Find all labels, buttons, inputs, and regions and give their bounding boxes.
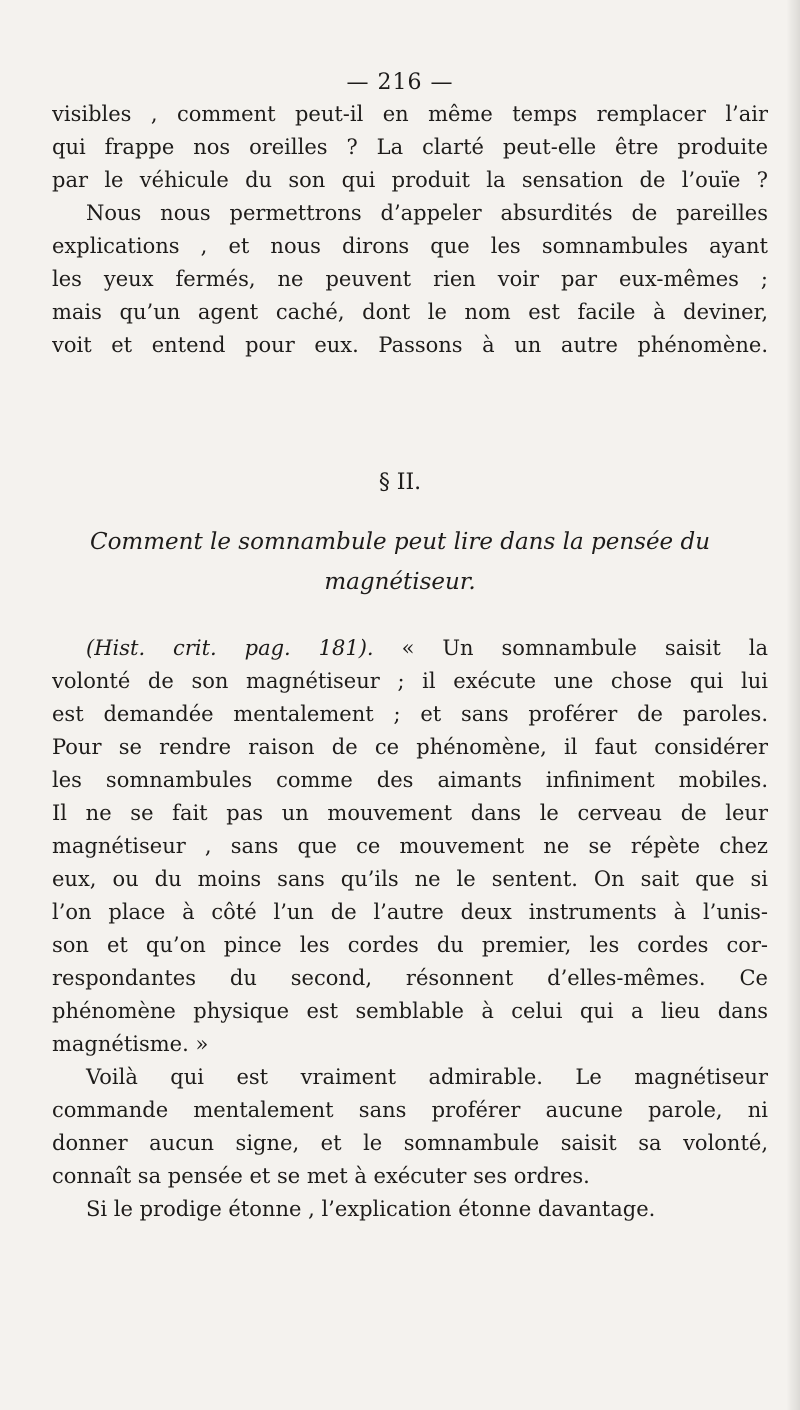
section-mark: § II. xyxy=(378,470,422,495)
section-title xyxy=(0,522,800,602)
body-line: commande mentalement sans proférer aucune parole, ni xyxy=(52,1098,768,1122)
body-line: connaît sa pensée et se met à exécuter ses ordres. xyxy=(52,1164,590,1188)
body-line: son et qu’on pince les cordes du premier, les cordes cor- xyxy=(52,933,768,957)
intro-line: explications , et nous dirons que les somnambules ayant xyxy=(52,234,768,258)
body-line: volonté de son magnétiseur ; il exécute une chose qui lui xyxy=(52,669,768,693)
intro-line: visibles , comment peut-il en même temps remplacer l’air xyxy=(52,102,768,126)
intro-line: par le véhicule du son qui produit la sensation de l’ouïe ? xyxy=(52,168,768,192)
body-first-line-text: « Un somnambule saisit la xyxy=(401,636,768,660)
section-title-line: Comment le somnambule peut lire dans la pensée du xyxy=(89,529,711,555)
body-line: Si le prodige étonne , l’explication étonne davantage. xyxy=(86,1197,656,1221)
intro-line: Nous nous permettrons d’appeler absurdités de pareilles xyxy=(86,201,768,225)
body-first-line xyxy=(52,632,768,665)
body-line: les somnambules comme des aimants infiniment mobiles. xyxy=(52,768,768,792)
intro-line: qui frappe nos oreilles ? La clarté peut-elle être produite xyxy=(52,135,768,159)
body-line: Voilà qui est vraiment admirable. Le magnétiseur xyxy=(86,1065,768,1089)
body-line: magnétisme. » xyxy=(52,1032,209,1056)
body-paragraph xyxy=(52,632,768,1226)
body-line: Pour se rendre raison de ce phénomène, il faut considérer xyxy=(52,735,768,759)
body-line: donner aucun signe, et le somnambule saisit sa volonté, xyxy=(52,1131,768,1155)
body-line: magnétiseur , sans que ce mouvement ne se répète chez xyxy=(52,834,768,858)
body-line: l’on place à côté l’un de l’autre deux instruments à l’unis- xyxy=(52,900,768,924)
historical-reference: (Hist. crit. pag. 181). xyxy=(86,636,374,660)
intro-line: les yeux fermés, ne peuvent rien voir par eux-mêmes ; xyxy=(52,267,768,291)
intro-line: mais qu’un agent caché, dont le nom est facile à deviner, xyxy=(52,300,768,324)
section-title-line: magnétiseur. xyxy=(324,569,476,595)
body-line: phénomène physique est semblable à celui qui a lieu dans xyxy=(52,999,768,1023)
page-edge-shadow xyxy=(786,0,800,1410)
page-number: — 216 — xyxy=(346,70,454,95)
body-line: eux, ou du moins sans qu’ils ne le sentent. On sait que si xyxy=(52,867,768,891)
intro-paragraph xyxy=(52,98,768,362)
body-line: Il ne se fait pas un mouvement dans le cerveau de leur xyxy=(52,801,768,825)
body-line: respondantes du second, résonnent d’elles-mêmes. Ce xyxy=(52,966,768,990)
body-line: est demandée mentalement ; et sans proférer de paroles. xyxy=(52,702,768,726)
intro-line: voit et entend pour eux. Passons à un autre phénomène. xyxy=(52,333,768,357)
